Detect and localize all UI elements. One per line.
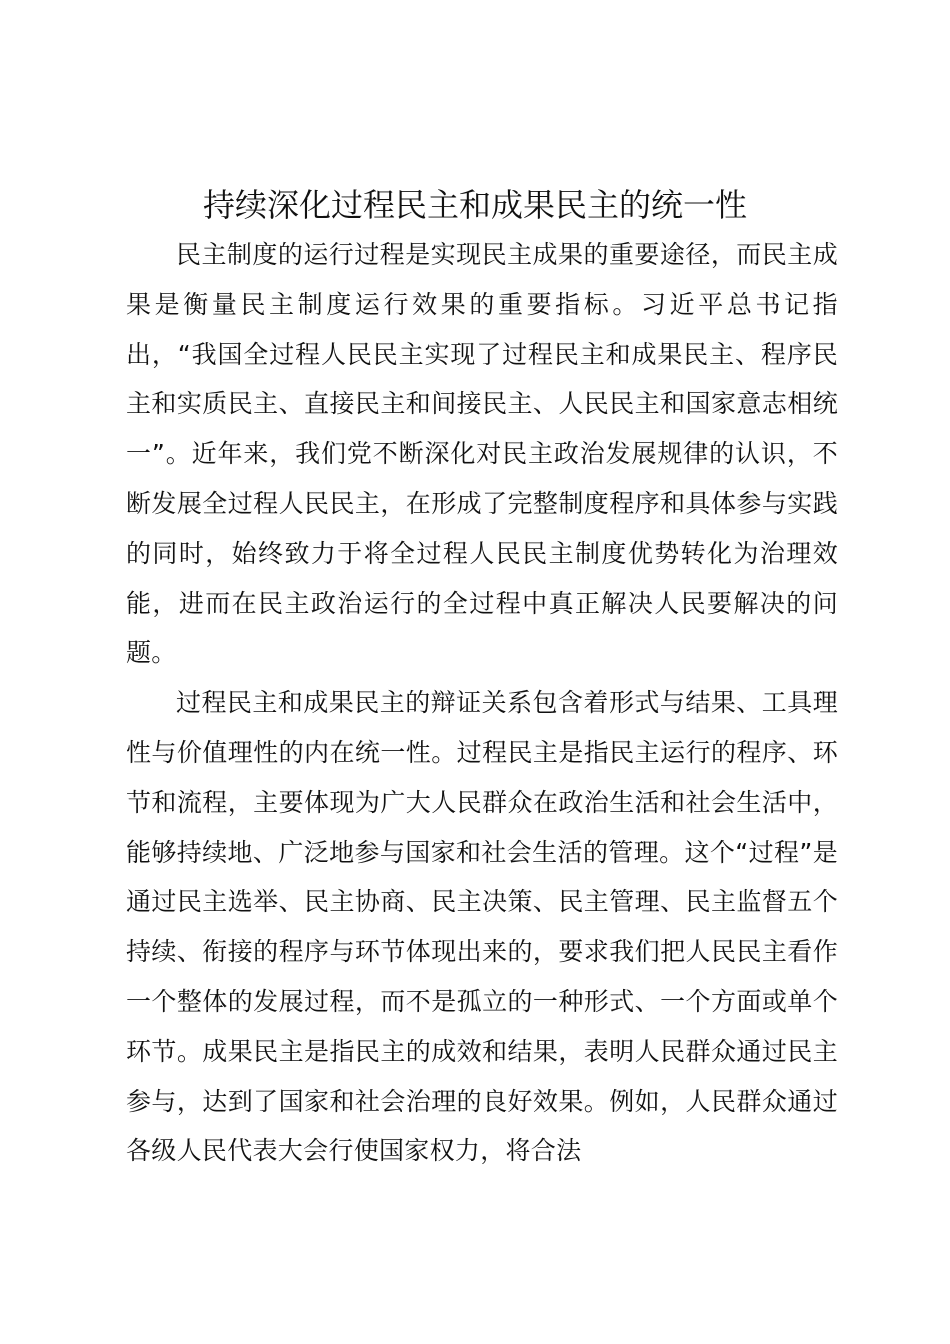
document-title: 持续深化过程民主和成果民主的统一性 bbox=[202, 186, 747, 224]
paragraph-2: 过程民主和成果民主的辩证关系包含着形式与结果、工具理性与价值理性的内在统一性。过程民主是指民主运行的程序、环节和流程，主要体现为广大人民群众在政治生活和社会生活中，能够持续地、广泛地参与国家和社会生活的管理。这个“过程”是通过民主选举、民主协商、民主决策、民主管理、民主监督五个持续、衔接的程序与环节体现出来的，要求我们把人民民主看作一个整体的发展过程，而不是孤立的一种形式、一个方面或单个环节。成果民主是指民主的成效和结果，表明人民群众通过民主参与，达到了国家和社会治理的良好效果。例如，人民群众通过各级人民代表大会行使国家权力，将合法 bbox=[126, 688, 838, 1166]
document-body bbox=[126, 230, 838, 1176]
paragraph-1: 民主制度的运行过程是实现民主成果的重要途径，而民主成果是衡量民主制度运行效果的重要指标。习近平总书记指出，“我国全过程人民民主实现了过程民主和成果民主、程序民主和实质民主、直接民主和间接民主、人民民主和国家意志相统一”。近年来，我们党不断深化对民主政治发展规律的认识，不断发展全过程人民民主，在形成了完整制度程序和具体参与实践的同时，始终致力于将全过程人民民主制度优势转化为治理效能，进而在民主政治运行的全过程中真正解决人民要解决的问题。 bbox=[126, 240, 838, 668]
